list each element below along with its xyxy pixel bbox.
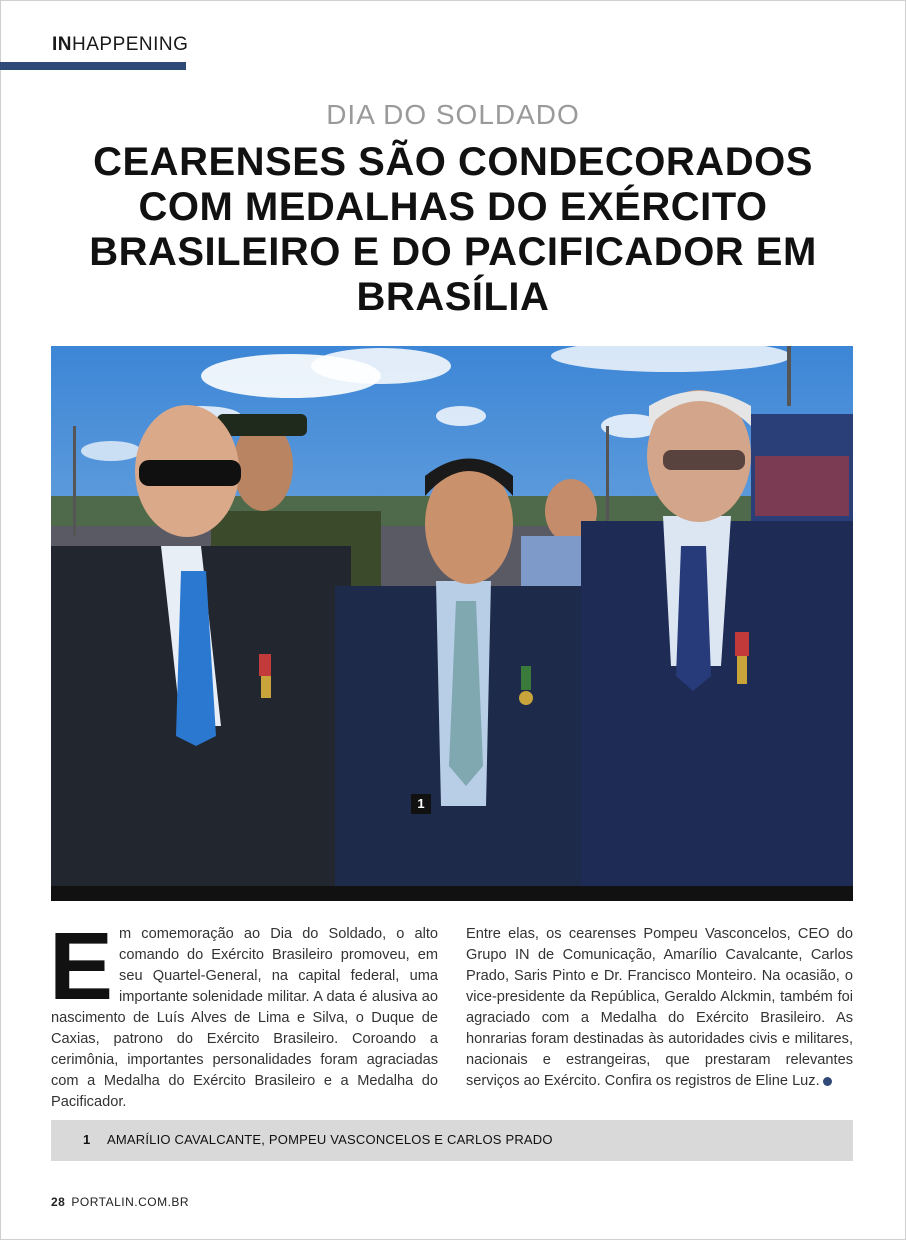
section-rule — [0, 62, 186, 70]
photo-caption-bar — [51, 1120, 853, 1161]
article-body-col2: Entre elas, os cearenses Pompeu Vasconcelos, CEO do Grupo IN de Comunicação, Amarílio Cavalcante, Carlos Prado, Saris Pinto e Dr. Francisco Monteiro. Na ocasião, o vice-presidente da República, Geraldo Alckmin, também foi agraciado com a Medalha do Exército Brasileiro. As honrarias foram destinadas às autoridades civis e militares, nacionais e estrangeiras, que prestaram relevantes serviços ao Exército. Confira os registros de Eline Luz. — [466, 926, 853, 1089]
section-tag — [52, 34, 188, 56]
article-body-col1: m comemoração ao Dia do Soldado, o alto comando do Exército Brasileiro promoveu, em seu Quartel-General, na capital federal, uma importante solenidade militar. A data é alusiva ao nascimento de Luís Alves de Lima e Silva, o Duque de Caxias, patrono do Exército Brasileiro. Coroando a cerimônia, importantes personalidades foram agraciadas com a Medalha do Exército Brasileiro e a Medalha do Pacificador. — [51, 926, 438, 1110]
drop-cap: E — [49, 913, 114, 1020]
footer-site: PORTALIN.COM.BR — [71, 1195, 190, 1209]
photo-illustration — [51, 346, 853, 901]
section-tag-rest: HAPPENING — [72, 34, 189, 55]
caption-text: AMARÍLIO CAVALCANTE, POMPEU VASCONCELOS E CARLOS PRADO — [107, 1132, 553, 1147]
end-mark-icon — [823, 1077, 832, 1086]
article-headline: CEARENSES SÃO CONDECORADOS COM MEDALHAS DO EXÉRCITO BRASILEIRO E DO PACIFICADOR EM BRASÍLIA — [89, 140, 817, 319]
article-column-2 — [466, 924, 853, 1092]
page-number: 28 — [51, 1195, 66, 1209]
section-tag-bold: IN — [52, 34, 72, 55]
caption-number: 1 — [83, 1132, 91, 1147]
page-footer — [51, 1195, 189, 1209]
article-column-1 — [49, 913, 438, 1113]
article-kicker: DIA DO SOLDADO — [326, 99, 580, 130]
article-photo — [51, 346, 853, 901]
photo-number-badge: 1 — [411, 794, 431, 814]
